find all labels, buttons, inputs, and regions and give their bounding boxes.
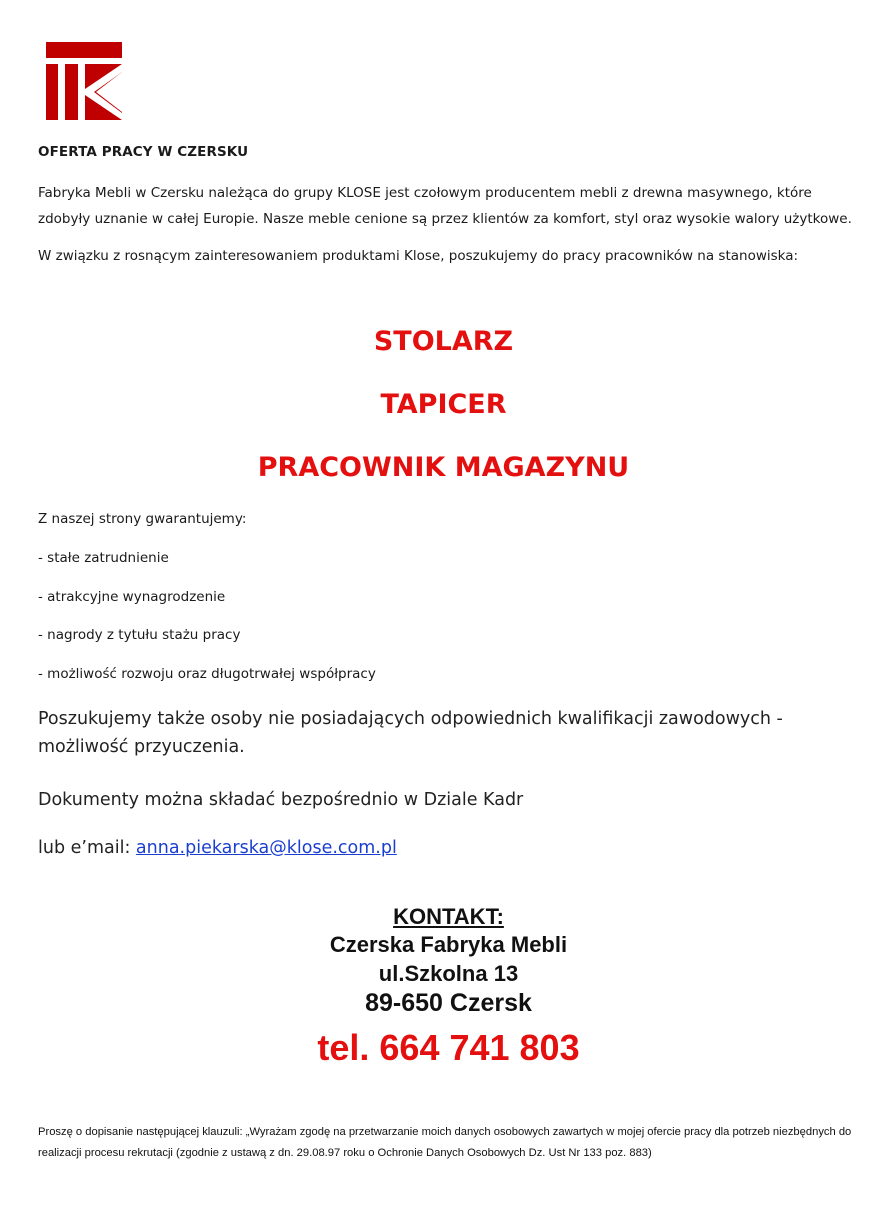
contact-company: Czerska Fabryka Mebli — [329, 932, 568, 957]
position-stolarz: STOLARZ — [373, 326, 514, 357]
contact-street: ul.Szkolna 13 — [378, 961, 519, 986]
intro-paragraph: Fabryka Mebli w Czersku należąca do grupy KLOSE jest czołowym producentem mebli z drewna masywnego, które zdobyły uznanie w całej Europie. Nasze meble cenione są przez klientów za komfort, styl oraz wysokie walory użytkowe. — [38, 185, 852, 227]
search-paragraph: W związku z rosnącym zainteresowaniem produktami Klose, poszukujemy do pracy pracowników na stanowiska: — [38, 248, 799, 264]
klose-logo — [46, 42, 122, 120]
guarantee-title: Z naszej strony gwarantujemy: — [38, 511, 247, 527]
email-line — [38, 834, 838, 862]
contact-title: KONTAKT: — [393, 904, 504, 929]
page-title: OFERTA PRACY W CZERSKU — [38, 144, 249, 160]
documents-paragraph: Dokumenty można składać bezpośrednio w Dziale Kadr — [38, 790, 524, 810]
no-qualifications-paragraph: Poszukujemy także osoby nie posiadających odpowiednich kwalifikacji zawodowych - możliwość przyuczenia. — [38, 709, 783, 757]
guarantee-item: - możliwość rozwoju oraz długotrwałej współpracy — [38, 666, 376, 682]
email-prefix: lub e’mail: — [38, 838, 136, 858]
consent-clause: Proszę o dopisanie następującej klauzuli: „Wyrażam zgodę na przetwarzanie moich danych osobowych zawartych w mojej ofercie pracy dla potrzeb niezbędnych do realizacji procesu rekrutacji (zgodnie z ustawą z dn. 29.08.97 roku o Ochronie Danych Osobowych Dz. Ust Nr 133 poz. 883) — [38, 1126, 852, 1159]
guarantee-item: - atrakcyjne wynagrodzenie — [38, 589, 226, 605]
guarantee-item: - nagrody z tytułu stażu pracy — [38, 627, 241, 643]
position-tapicer: TAPICER — [380, 389, 507, 420]
contact-city: 89-650 Czersk — [365, 989, 532, 1017]
contact-phone: tel. 664 741 803 — [317, 1027, 580, 1068]
guarantee-item: - stałe zatrudnienie — [38, 550, 169, 566]
email-link[interactable]: anna.piekarska@klose.com.pl — [135, 838, 397, 858]
position-pracownik-magazynu: PRACOWNIK MAGAZYNU — [257, 452, 630, 483]
